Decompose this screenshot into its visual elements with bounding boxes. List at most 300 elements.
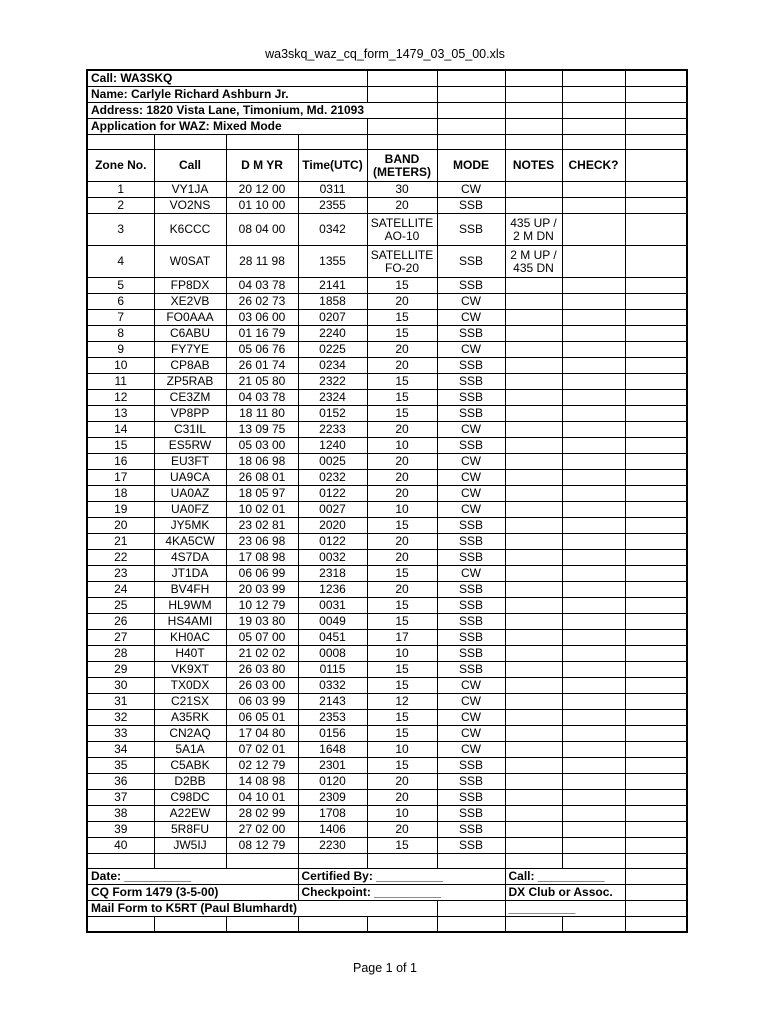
call-cell: TX0DX xyxy=(154,678,226,694)
call-field: Call: WA3SKQ xyxy=(87,70,298,87)
time-cell: 2301 xyxy=(298,758,367,774)
band-cell: 10 xyxy=(367,806,437,822)
table-row xyxy=(87,806,687,822)
zone-cell: 24 xyxy=(87,582,154,598)
notes-cell xyxy=(505,182,562,198)
check-cell xyxy=(562,438,625,454)
table-row xyxy=(87,758,687,774)
call-cell: C98DC xyxy=(154,790,226,806)
time-cell: 2355 xyxy=(298,198,367,214)
check-cell xyxy=(562,390,625,406)
table-row xyxy=(87,598,687,614)
table-row xyxy=(87,774,687,790)
time-cell: 2141 xyxy=(298,278,367,294)
notes-cell xyxy=(505,550,562,566)
band-cell: 15 xyxy=(367,566,437,582)
call-cell: C6ABU xyxy=(154,326,226,342)
check-cell xyxy=(562,470,625,486)
mode-cell: SSB xyxy=(437,838,505,854)
time-cell: 1355 xyxy=(298,246,367,278)
date-cell: 08 04 00 xyxy=(226,214,298,246)
notes-cell xyxy=(505,326,562,342)
date-cell: 07 02 01 xyxy=(226,742,298,758)
zone-cell: 5 xyxy=(87,278,154,294)
date-cell: 19 03 80 xyxy=(226,614,298,630)
col-date-header: D M YR xyxy=(226,150,298,182)
table-row xyxy=(87,694,687,710)
mode-cell: CW xyxy=(437,422,505,438)
notes-cell xyxy=(505,598,562,614)
band-cell: 20 xyxy=(367,470,437,486)
date-cell: 06 06 99 xyxy=(226,566,298,582)
mode-cell: CW xyxy=(437,742,505,758)
call-cell: FY7YE xyxy=(154,342,226,358)
page-number: Page 1 of 1 xyxy=(353,961,417,975)
band-cell: 15 xyxy=(367,326,437,342)
table-row xyxy=(87,294,687,310)
date-cell: 10 12 79 xyxy=(226,598,298,614)
date-cell: 18 05 97 xyxy=(226,486,298,502)
band-cell: 15 xyxy=(367,390,437,406)
mode-cell: SSB xyxy=(437,630,505,646)
call-cell: 4KA5CW xyxy=(154,534,226,550)
band-cell: 15 xyxy=(367,310,437,326)
table-row xyxy=(87,822,687,838)
mode-cell: SSB xyxy=(437,598,505,614)
table-row xyxy=(87,422,687,438)
date-cell: 08 12 79 xyxy=(226,838,298,854)
check-cell xyxy=(562,710,625,726)
call-cell: VP8PP xyxy=(154,406,226,422)
mode-cell: SSB xyxy=(437,326,505,342)
notes-cell xyxy=(505,630,562,646)
notes-cell xyxy=(505,534,562,550)
call-cell: VO2NS xyxy=(154,198,226,214)
notes-cell xyxy=(505,358,562,374)
check-cell xyxy=(562,662,625,678)
time-cell: 2143 xyxy=(298,694,367,710)
mode-cell: CW xyxy=(437,694,505,710)
zone-cell: 11 xyxy=(87,374,154,390)
check-cell xyxy=(562,198,625,214)
zone-cell: 10 xyxy=(87,358,154,374)
check-cell xyxy=(562,726,625,742)
time-cell: 2322 xyxy=(298,374,367,390)
call-cell: FP8DX xyxy=(154,278,226,294)
table-row xyxy=(87,326,687,342)
dx-club-label: DX Club or Assoc. xyxy=(505,885,625,901)
table-row xyxy=(87,486,687,502)
cq-form-label: CQ Form 1479 (3-5-00) xyxy=(87,885,298,901)
time-cell: 0152 xyxy=(298,406,367,422)
check-cell xyxy=(562,342,625,358)
call-cell: BV4FH xyxy=(154,582,226,598)
band-cell: 15 xyxy=(367,710,437,726)
notes-cell xyxy=(505,198,562,214)
time-cell: 0115 xyxy=(298,662,367,678)
call-cell: C31IL xyxy=(154,422,226,438)
time-cell: 0232 xyxy=(298,470,367,486)
call-cell: C21SX xyxy=(154,694,226,710)
file-title: wa3skq_waz_cq_form_1479_03_05_00.xls xyxy=(265,47,505,61)
table-row xyxy=(87,342,687,358)
band-cell: 15 xyxy=(367,726,437,742)
time-cell: 2353 xyxy=(298,710,367,726)
date-cell: 10 02 01 xyxy=(226,502,298,518)
table-row xyxy=(87,678,687,694)
application-mode-field: Application for WAZ: Mixed Mode xyxy=(87,119,367,135)
mode-cell: SSB xyxy=(437,438,505,454)
notes-cell xyxy=(505,342,562,358)
date-cell: 17 04 80 xyxy=(226,726,298,742)
time-cell: 0008 xyxy=(298,646,367,662)
table-row xyxy=(87,454,687,470)
date-cell: 28 02 99 xyxy=(226,806,298,822)
time-cell: 2318 xyxy=(298,566,367,582)
mode-cell: SSB xyxy=(437,246,505,278)
band-cell: 20 xyxy=(367,294,437,310)
mode-cell: CW xyxy=(437,486,505,502)
mode-cell: CW xyxy=(437,566,505,582)
name-field: Name: Carlyle Richard Ashburn Jr. xyxy=(87,87,367,103)
zone-cell: 12 xyxy=(87,390,154,406)
mail-to-label: Mail Form to K5RT (Paul Blumhardt) xyxy=(87,901,437,917)
zone-cell: 34 xyxy=(87,742,154,758)
check-cell xyxy=(562,358,625,374)
check-cell xyxy=(562,758,625,774)
check-cell xyxy=(562,326,625,342)
band-cell: 15 xyxy=(367,518,437,534)
zone-cell: 2 xyxy=(87,198,154,214)
table-row xyxy=(87,470,687,486)
call-cell: UA9CA xyxy=(154,470,226,486)
mode-cell: CW xyxy=(437,454,505,470)
call-cell: 5A1A xyxy=(154,742,226,758)
table-row xyxy=(87,358,687,374)
time-cell: 0049 xyxy=(298,614,367,630)
band-cell: 20 xyxy=(367,486,437,502)
table-row xyxy=(87,438,687,454)
notes-cell xyxy=(505,438,562,454)
check-cell xyxy=(562,182,625,198)
call-cell: C5ABK xyxy=(154,758,226,774)
time-cell: 1858 xyxy=(298,294,367,310)
mode-cell: SSB xyxy=(437,822,505,838)
time-cell: 0025 xyxy=(298,454,367,470)
band-cell: SATELLITE FO-20 xyxy=(367,246,437,278)
mode-cell: SSB xyxy=(437,582,505,598)
notes-cell xyxy=(505,406,562,422)
call-cell: A35RK xyxy=(154,710,226,726)
check-cell xyxy=(562,646,625,662)
call-cell: CP8AB xyxy=(154,358,226,374)
check-cell xyxy=(562,838,625,854)
band-cell: 20 xyxy=(367,342,437,358)
date-cell: 26 03 80 xyxy=(226,662,298,678)
time-cell: 0207 xyxy=(298,310,367,326)
notes-cell xyxy=(505,694,562,710)
time-cell: 2309 xyxy=(298,790,367,806)
table-row xyxy=(87,582,687,598)
checkpoint-field: Checkpoint: __________ xyxy=(298,885,505,901)
column-header-row xyxy=(87,150,687,182)
time-cell: 2240 xyxy=(298,326,367,342)
notes-cell xyxy=(505,678,562,694)
date-cell: 18 11 80 xyxy=(226,406,298,422)
date-cell: 14 08 98 xyxy=(226,774,298,790)
col-time-header: Time(UTC) xyxy=(298,150,367,182)
date-cell: 18 06 98 xyxy=(226,454,298,470)
zone-cell: 14 xyxy=(87,422,154,438)
zone-cell: 19 xyxy=(87,502,154,518)
zone-cell: 9 xyxy=(87,342,154,358)
table-row xyxy=(87,790,687,806)
band-cell: 10 xyxy=(367,646,437,662)
call-cell: ES5RW xyxy=(154,438,226,454)
mode-cell: CW xyxy=(437,342,505,358)
date-cell: 03 06 00 xyxy=(226,310,298,326)
mode-cell: SSB xyxy=(437,534,505,550)
dx-club-blank: __________ xyxy=(505,901,625,917)
col-mode-header: MODE xyxy=(437,150,505,182)
band-cell: 15 xyxy=(367,614,437,630)
date-cell: 13 09 75 xyxy=(226,422,298,438)
band-cell: 20 xyxy=(367,358,437,374)
date-cell: 06 03 99 xyxy=(226,694,298,710)
mode-cell: SSB xyxy=(437,662,505,678)
time-cell: 0234 xyxy=(298,358,367,374)
date-cell: 05 03 00 xyxy=(226,438,298,454)
notes-cell xyxy=(505,806,562,822)
date-cell: 04 10 01 xyxy=(226,790,298,806)
band-cell: 20 xyxy=(367,422,437,438)
date-cell: 21 02 02 xyxy=(226,646,298,662)
call-cell: XE2VB xyxy=(154,294,226,310)
mode-cell: CW xyxy=(437,294,505,310)
check-cell xyxy=(562,742,625,758)
time-cell: 1406 xyxy=(298,822,367,838)
mode-cell: CW xyxy=(437,678,505,694)
band-cell: 12 xyxy=(367,694,437,710)
band-cell: 15 xyxy=(367,838,437,854)
date-cell: 05 06 76 xyxy=(226,342,298,358)
date-cell: 17 08 98 xyxy=(226,550,298,566)
zone-cell: 3 xyxy=(87,214,154,246)
notes-cell xyxy=(505,470,562,486)
date-cell: 20 12 00 xyxy=(226,182,298,198)
zone-cell: 36 xyxy=(87,774,154,790)
band-cell: 17 xyxy=(367,630,437,646)
table-row xyxy=(87,310,687,326)
check-cell xyxy=(562,486,625,502)
zone-cell: 13 xyxy=(87,406,154,422)
mode-cell: SSB xyxy=(437,758,505,774)
call-cell: HL9WM xyxy=(154,598,226,614)
date-cell: 26 01 74 xyxy=(226,358,298,374)
mode-cell: SSB xyxy=(437,358,505,374)
notes-cell xyxy=(505,566,562,582)
check-cell xyxy=(562,518,625,534)
check-cell xyxy=(562,774,625,790)
date-cell: 02 12 79 xyxy=(226,758,298,774)
table-row xyxy=(87,838,687,854)
zone-cell: 8 xyxy=(87,326,154,342)
zone-cell: 40 xyxy=(87,838,154,854)
mode-cell: SSB xyxy=(437,406,505,422)
date-cell: 01 10 00 xyxy=(226,198,298,214)
time-cell: 0032 xyxy=(298,550,367,566)
call-cell: W0SAT xyxy=(154,246,226,278)
date-cell: 23 06 98 xyxy=(226,534,298,550)
notes-cell xyxy=(505,454,562,470)
call-cell: UA0AZ xyxy=(154,486,226,502)
table-row xyxy=(87,662,687,678)
mode-cell: SSB xyxy=(437,774,505,790)
band-cell: 15 xyxy=(367,758,437,774)
call-cell: D2BB xyxy=(154,774,226,790)
time-cell: 0332 xyxy=(298,678,367,694)
zone-cell: 25 xyxy=(87,598,154,614)
zone-cell: 29 xyxy=(87,662,154,678)
band-cell: 15 xyxy=(367,678,437,694)
zone-cell: 37 xyxy=(87,790,154,806)
call-cell: FO0AAA xyxy=(154,310,226,326)
band-cell: 15 xyxy=(367,598,437,614)
waz-application-sheet xyxy=(86,69,688,933)
time-cell: 0122 xyxy=(298,534,367,550)
mode-cell: SSB xyxy=(437,550,505,566)
notes-cell xyxy=(505,374,562,390)
band-cell: 15 xyxy=(367,278,437,294)
band-cell: 30 xyxy=(367,182,437,198)
mode-cell: SSB xyxy=(437,614,505,630)
date-cell: 23 02 81 xyxy=(226,518,298,534)
zone-cell: 6 xyxy=(87,294,154,310)
table-row xyxy=(87,534,687,550)
mode-cell: SSB xyxy=(437,806,505,822)
zone-cell: 26 xyxy=(87,614,154,630)
notes-cell xyxy=(505,294,562,310)
check-cell xyxy=(562,294,625,310)
mode-cell: CW xyxy=(437,726,505,742)
check-cell xyxy=(562,310,625,326)
notes-cell xyxy=(505,838,562,854)
check-cell xyxy=(562,630,625,646)
date-cell: 01 16 79 xyxy=(226,326,298,342)
notes-cell xyxy=(505,518,562,534)
notes-cell xyxy=(505,662,562,678)
call-cell: JW5IJ xyxy=(154,838,226,854)
mode-cell: SSB xyxy=(437,646,505,662)
time-cell: 2230 xyxy=(298,838,367,854)
band-cell: 10 xyxy=(367,502,437,518)
time-cell: 0451 xyxy=(298,630,367,646)
notes-cell xyxy=(505,502,562,518)
notes-cell xyxy=(505,726,562,742)
table-row xyxy=(87,214,687,246)
zone-cell: 17 xyxy=(87,470,154,486)
mode-cell: SSB xyxy=(437,790,505,806)
table-row xyxy=(87,246,687,278)
address-field: Address: 1820 Vista Lane, Timonium, Md. 21093 xyxy=(87,103,437,119)
band-cell: 20 xyxy=(367,790,437,806)
zone-cell: 15 xyxy=(87,438,154,454)
notes-cell: 2 M UP / 435 DN xyxy=(505,246,562,278)
zone-cell: 38 xyxy=(87,806,154,822)
date-cell: 06 05 01 xyxy=(226,710,298,726)
zone-cell: 31 xyxy=(87,694,154,710)
zone-cell: 7 xyxy=(87,310,154,326)
call-cell: H40T xyxy=(154,646,226,662)
col-band-header: BAND (METERS) xyxy=(367,150,437,182)
check-cell xyxy=(562,278,625,294)
table-row xyxy=(87,502,687,518)
time-cell: 1648 xyxy=(298,742,367,758)
check-cell xyxy=(562,614,625,630)
check-cell xyxy=(562,550,625,566)
notes-cell xyxy=(505,774,562,790)
zone-cell: 35 xyxy=(87,758,154,774)
zone-cell: 33 xyxy=(87,726,154,742)
mode-cell: SSB xyxy=(437,374,505,390)
notes-cell xyxy=(505,758,562,774)
table-row xyxy=(87,630,687,646)
notes-cell xyxy=(505,822,562,838)
table-row xyxy=(87,390,687,406)
zone-cell: 22 xyxy=(87,550,154,566)
check-cell xyxy=(562,694,625,710)
notes-cell xyxy=(505,278,562,294)
call-cell: CN2AQ xyxy=(154,726,226,742)
notes-cell xyxy=(505,742,562,758)
notes-cell xyxy=(505,422,562,438)
mode-cell: SSB xyxy=(437,518,505,534)
check-cell xyxy=(562,806,625,822)
mode-cell: CW xyxy=(437,470,505,486)
table-row xyxy=(87,182,687,198)
mode-cell: SSB xyxy=(437,198,505,214)
mode-cell: SSB xyxy=(437,278,505,294)
notes-cell xyxy=(505,486,562,502)
date-cell: 20 03 99 xyxy=(226,582,298,598)
notes-cell xyxy=(505,582,562,598)
mode-cell: CW xyxy=(437,710,505,726)
time-cell: 0342 xyxy=(298,214,367,246)
time-cell: 2020 xyxy=(298,518,367,534)
table-row xyxy=(87,198,687,214)
table-row xyxy=(87,374,687,390)
zone-cell: 16 xyxy=(87,454,154,470)
call-cell: A22EW xyxy=(154,806,226,822)
date-cell: 26 08 01 xyxy=(226,470,298,486)
band-cell: 10 xyxy=(367,742,437,758)
date-cell: 04 03 78 xyxy=(226,278,298,294)
time-cell: 0156 xyxy=(298,726,367,742)
table-row xyxy=(87,614,687,630)
check-cell xyxy=(562,502,625,518)
date-cell: 21 05 80 xyxy=(226,374,298,390)
notes-cell xyxy=(505,790,562,806)
mode-cell: CW xyxy=(437,310,505,326)
table-row xyxy=(87,742,687,758)
time-cell: 1236 xyxy=(298,582,367,598)
mode-cell: CW xyxy=(437,182,505,198)
check-cell xyxy=(562,534,625,550)
col-zone-header: Zone No. xyxy=(87,150,154,182)
check-cell xyxy=(562,582,625,598)
call-cell: K6CCC xyxy=(154,214,226,246)
zone-cell: 28 xyxy=(87,646,154,662)
